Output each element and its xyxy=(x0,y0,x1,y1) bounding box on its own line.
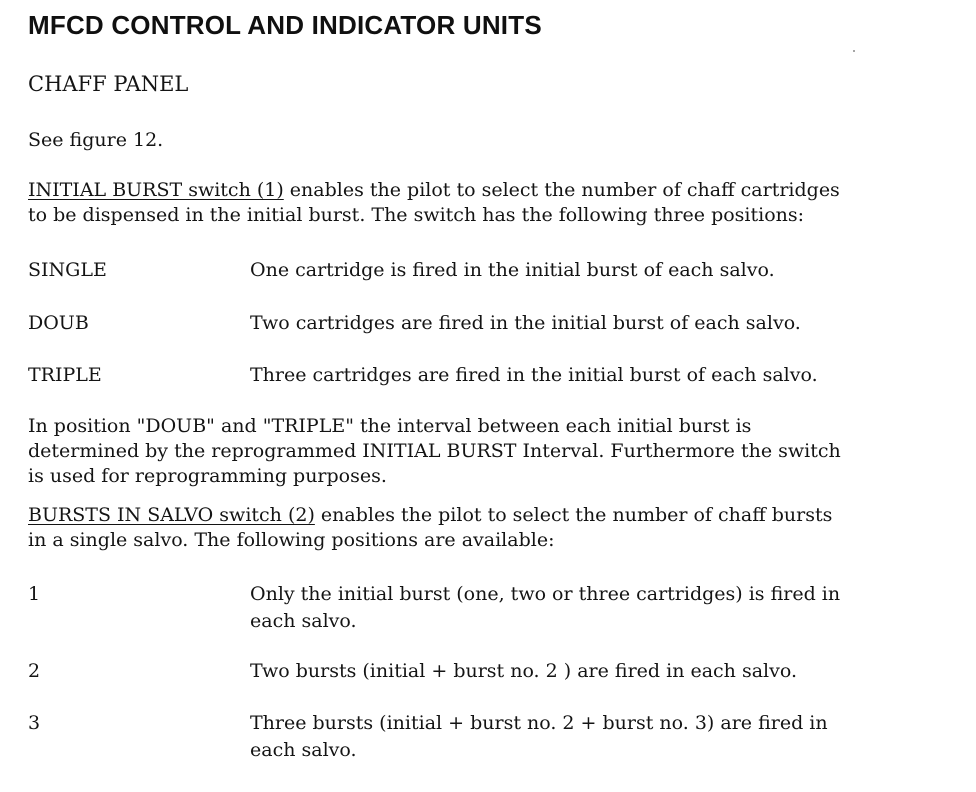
initial-burst-intro-rest: enables the pilot to select the number of chaff cartridges xyxy=(283,179,840,201)
salvo-description-line-2: each salvo. xyxy=(250,739,357,761)
bursts-in-salvo-intro-line-2: in a single salvo. The following positions are available: xyxy=(28,529,555,551)
position-term: DOUB xyxy=(28,312,89,334)
salvo-position-description xyxy=(250,658,910,685)
initial-burst-note xyxy=(28,414,918,489)
position-term: TRIPLE xyxy=(28,364,102,386)
figure-reference xyxy=(28,128,918,153)
salvo-description-line-2: each salvo. xyxy=(250,610,357,632)
initial-burst-term: INITIAL BURST switch (1) xyxy=(28,179,284,201)
bursts-in-salvo-intro xyxy=(28,503,918,553)
salvo-description-line-1: Only the initial burst (one, two or three cartridges) is fired in xyxy=(250,583,841,605)
section-heading: CHAFF PANEL xyxy=(28,72,189,96)
salvo-position-term: 1 xyxy=(28,583,41,605)
note-line-2: determined by the reprogrammed INITIAL BURST Interval. Furthermore the switch xyxy=(28,440,841,462)
bursts-in-salvo-intro-rest: enables the pilot to select the number of chaff bursts xyxy=(314,504,833,526)
bursts-in-salvo-term: BURSTS IN SALVO switch (2) xyxy=(28,504,315,526)
note-line-1: In position "DOUB" and "TRIPLE" the interval between each initial burst is xyxy=(28,415,752,437)
salvo-position-term: 3 xyxy=(28,712,41,734)
position-description: One cartridge is fired in the initial burst of each salvo. xyxy=(250,259,775,281)
position-term: SINGLE xyxy=(28,259,107,281)
initial-burst-intro-line-1 xyxy=(28,178,918,203)
salvo-position-description xyxy=(250,710,910,764)
initial-burst-intro-line-2: to be dispensed in the initial burst. The switch has the following three positions: xyxy=(28,204,805,226)
salvo-description-line-1: Two bursts (initial + burst no. 2 ) are fired in each salvo. xyxy=(250,660,797,682)
position-description: Two cartridges are fired in the initial burst of each salvo. xyxy=(250,312,801,334)
bursts-in-salvo-intro-line-1 xyxy=(28,503,918,528)
salvo-position-term: 2 xyxy=(28,660,41,682)
position-description: Three cartridges are fired in the initial burst of each salvo. xyxy=(250,364,818,386)
figure-reference-text: See figure 12. xyxy=(28,129,164,151)
salvo-description-line-1: Three bursts (initial + burst no. 2 + burst no. 3) are fired in xyxy=(250,712,828,734)
initial-burst-intro xyxy=(28,178,918,228)
salvo-position-description xyxy=(250,581,910,635)
page-title: MFCD CONTROL AND INDICATOR UNITS xyxy=(28,10,542,40)
note-line-3: is used for reprogramming purposes. xyxy=(28,465,387,487)
scan-speck xyxy=(853,50,855,52)
